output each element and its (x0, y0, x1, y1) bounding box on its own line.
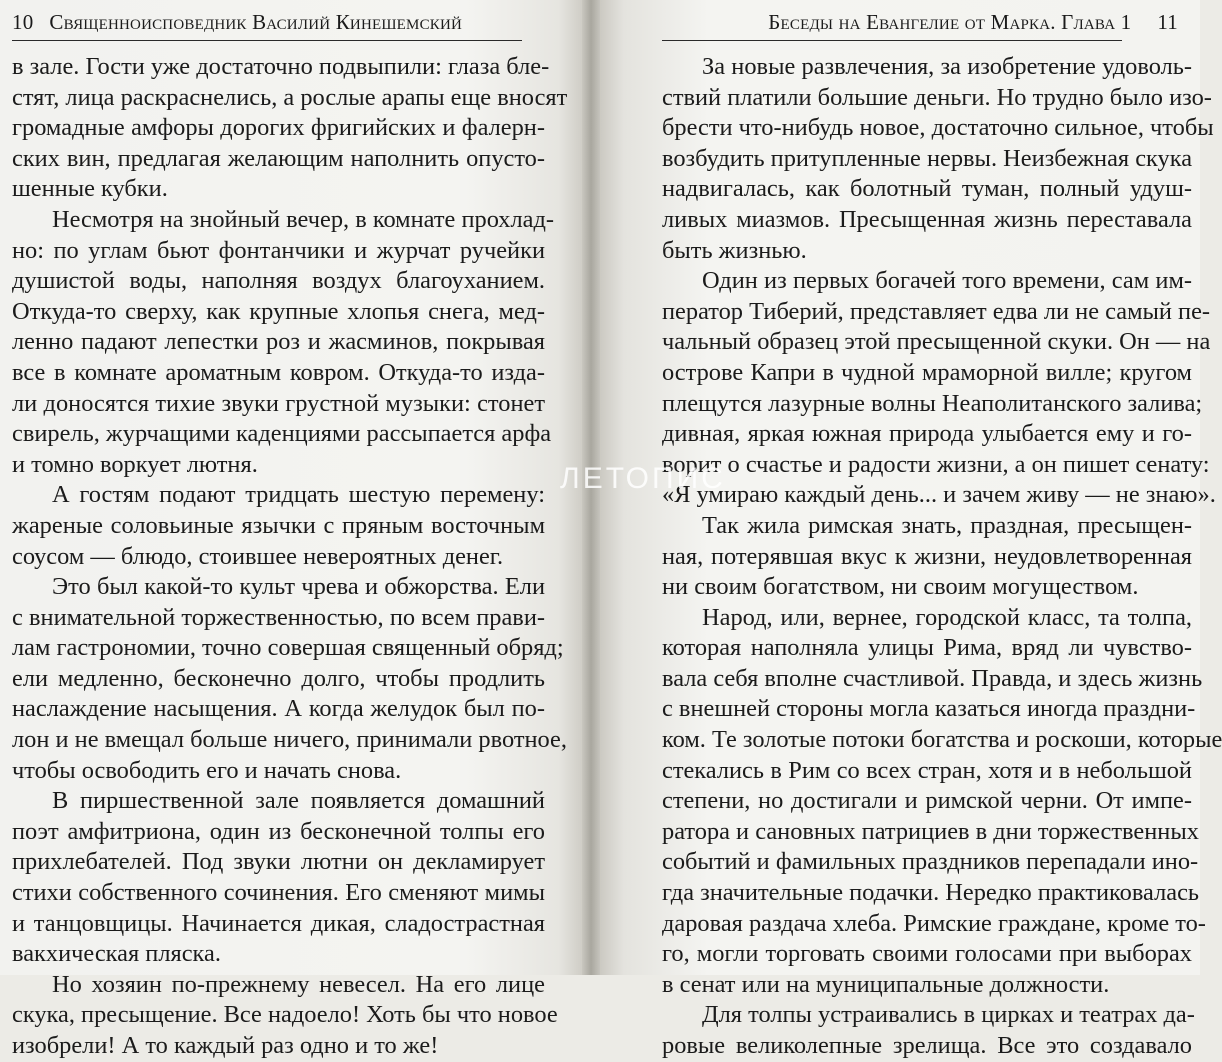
text-line: с внешней стороны могла казаться иногда праздни- (662, 695, 1196, 723)
text-line: жареные соловьиные язычки с пряным восточным (12, 511, 545, 539)
left-body-text (12, 52, 568, 1062)
text-line: стят, лица раскраснелись, а рослые арапы еще вносят (12, 83, 568, 111)
paragraph (12, 572, 567, 786)
text-line: в сенат или на муниципальные должности. (662, 970, 1110, 998)
text-line: Это был какой-то культ чрева и обжорства. Ели (52, 573, 545, 601)
text-line: Так жила римская знать, праздная, пресыщен- (702, 511, 1192, 539)
text-line: плещутся лазурные волны Неаполитанского залива; (662, 389, 1203, 417)
paragraph (662, 52, 1214, 266)
paragraph (662, 1000, 1195, 1061)
text-line: ратора и сановных патрициев в дни торжественных (662, 817, 1199, 845)
right-running-head (768, 10, 1178, 35)
text-line: с внимательной торжественностью, по всем прави- (12, 603, 545, 631)
text-line: дивная, яркая южная природа улыбается ему и го- (662, 420, 1192, 448)
text-line: лон и не вмещал больше ничего, принимали рвотное, (12, 726, 567, 754)
paragraph (662, 511, 1192, 603)
right-body-text (662, 52, 1222, 1062)
text-line: лам гастрономии, точно совершая священный обряд; (12, 634, 564, 662)
text-line: ствий платили большие деньги. Но трудно было изо- (662, 83, 1212, 111)
paragraph (12, 480, 545, 572)
text-line: стекались в Рим со всех стран, хотя и в небольшой (662, 756, 1192, 784)
text-line: ная, потерявшая вкус к жизни, неудовлетворенная (662, 542, 1192, 570)
text-line: ленно падают лепестки роз и жасминов, покрывая (12, 328, 545, 356)
left-page (0, 0, 582, 1059)
text-line: надвигалась, как болотный туман, полный удуш- (662, 175, 1192, 203)
text-line: событий и фамильных праздников перепадали ино- (662, 848, 1199, 876)
text-line: громадные амфоры дорогих фригийских и фалерн- (12, 114, 545, 142)
text-line: но: по углам бьют фонтанчики и журчат ручейки (12, 236, 545, 264)
text-line: быть жизнью. (662, 236, 807, 264)
text-line: ливых миазмов. Пресыщенная жизнь переставала (662, 205, 1192, 233)
text-line: В пиршественной зале появляется домашний (52, 787, 545, 815)
text-line: изобрели! А то каждый раз одно и то же! (12, 1032, 439, 1059)
text-line: За новые развлечения, за изобретение удоволь- (702, 53, 1192, 80)
right-page-number: 11 (1157, 10, 1178, 34)
text-line: прихлебателей. Под звуки лютни он декламирует (12, 848, 545, 876)
text-line: даровая раздача хлеба. Римские граждане, кроме то- (662, 909, 1206, 937)
text-line: соусом — блюдо, стоившее невероятных денег. (12, 542, 504, 570)
left-page-number: 10 (12, 10, 34, 34)
text-line: ровые великолепные зрелища. Все это создавало (662, 1032, 1192, 1059)
text-line: свирель, журчащими каденциями рассыпается арфа (12, 420, 552, 448)
text-line: все в комнате ароматным ковром. Откуда-то изда- (12, 358, 545, 386)
text-line: которая наполняла улицы Рима, вряд ли чувство- (662, 634, 1192, 662)
right-running-head-title: Беседы на Евангелие от Марка. Глава 1 (768, 10, 1132, 34)
text-line: степени, но достигали и римской черни. От импе- (662, 787, 1192, 815)
text-line: вала себя вполне счастливой. Правда, и здесь жизнь (662, 664, 1203, 692)
text-line: ператор Тиберий, представляет едва ли не самый пе- (662, 297, 1211, 325)
text-line: чтобы освободить его и начать снова. (12, 756, 402, 784)
text-line: Для толпы устраивались в цирках и театрах да- (702, 1001, 1195, 1029)
left-running-head (12, 10, 462, 35)
text-line: Откуда-то сверху, как крупные хлопья снега, мед- (12, 297, 545, 325)
text-line: и танцовщицы. Начинается дикая, сладострастная (12, 909, 545, 937)
text-line: Народ, или, вернее, городской класс, та толпа, (702, 603, 1192, 631)
text-line: шенные кубки. (12, 175, 168, 203)
text-line: ком. Те золотые потоки богатства и роскоши, которые (662, 726, 1222, 754)
text-line: и томно воркует лютня. (12, 450, 258, 478)
text-line: наслаждение насыщения. А когда желудок был по- (12, 695, 545, 723)
text-line: Но хозяин по-прежнему невесел. На его лице (52, 970, 545, 998)
text-line: А гостям подают тридцать шестую перемену: (52, 481, 545, 509)
paragraph (662, 266, 1216, 511)
text-line: возбудить притупленные нервы. Неизбежная скука (662, 144, 1193, 172)
paragraph (12, 970, 558, 1062)
text-line: скука, пресыщение. Все надоело! Хоть бы что новое (12, 1001, 558, 1029)
text-line: ни своим богатством, ни своим могуществом. (662, 573, 1139, 601)
paragraph (662, 603, 1222, 1001)
paragraph (12, 52, 568, 205)
text-line: Несмотря на знойный вечер, в комнате прохлад- (52, 205, 555, 233)
text-line: ских вин, предлагая желающим наполнить опусто- (12, 144, 545, 172)
text-line: острове Капри в чудной мраморной вилле; кругом (662, 358, 1192, 386)
text-line: ворит о счастье и радости жизни, а он пишет сенату: (662, 450, 1210, 478)
text-line: гда значительные подачки. Нередко практиковалась (662, 879, 1200, 907)
text-line: ели медленно, бесконечно долго, чтобы продлить (12, 664, 545, 692)
text-line: душистой воды, наполняя воздух благоуханием. (12, 267, 545, 295)
text-line: Один из первых богачей того времени, сам им- (702, 267, 1192, 295)
text-line: вакхическая пляска. (12, 940, 221, 968)
text-line: поэт амфитриона, один из бесконечной толпы его (12, 817, 545, 845)
text-line: «Я умираю каждый день... и зачем живу — не знаю». (662, 481, 1216, 509)
paragraph (12, 786, 545, 970)
text-line: стихи собственного сочинения. Его сменяют мимы (12, 879, 545, 907)
watermark: ЛЕТОПИС (560, 462, 726, 495)
text-line: в зале. Гости уже достаточно подвыпили: глаза бле- (12, 53, 550, 80)
left-running-head-title: Священноисповедник Василий Кинешемский (49, 10, 463, 34)
paragraph (12, 205, 555, 480)
text-line: брести что-нибудь новое, достаточно сильное, чтобы (662, 114, 1214, 142)
left-header-rule (12, 40, 522, 41)
text-line: го, могли торговать своими голосами при выборах (662, 940, 1192, 968)
text-line: чальный образец этой пресыщенной скуки. Он — на (662, 328, 1211, 356)
text-line: ли доносятся тихие звуки грустной музыки: стонет (12, 389, 545, 417)
right-header-rule (662, 40, 1122, 41)
